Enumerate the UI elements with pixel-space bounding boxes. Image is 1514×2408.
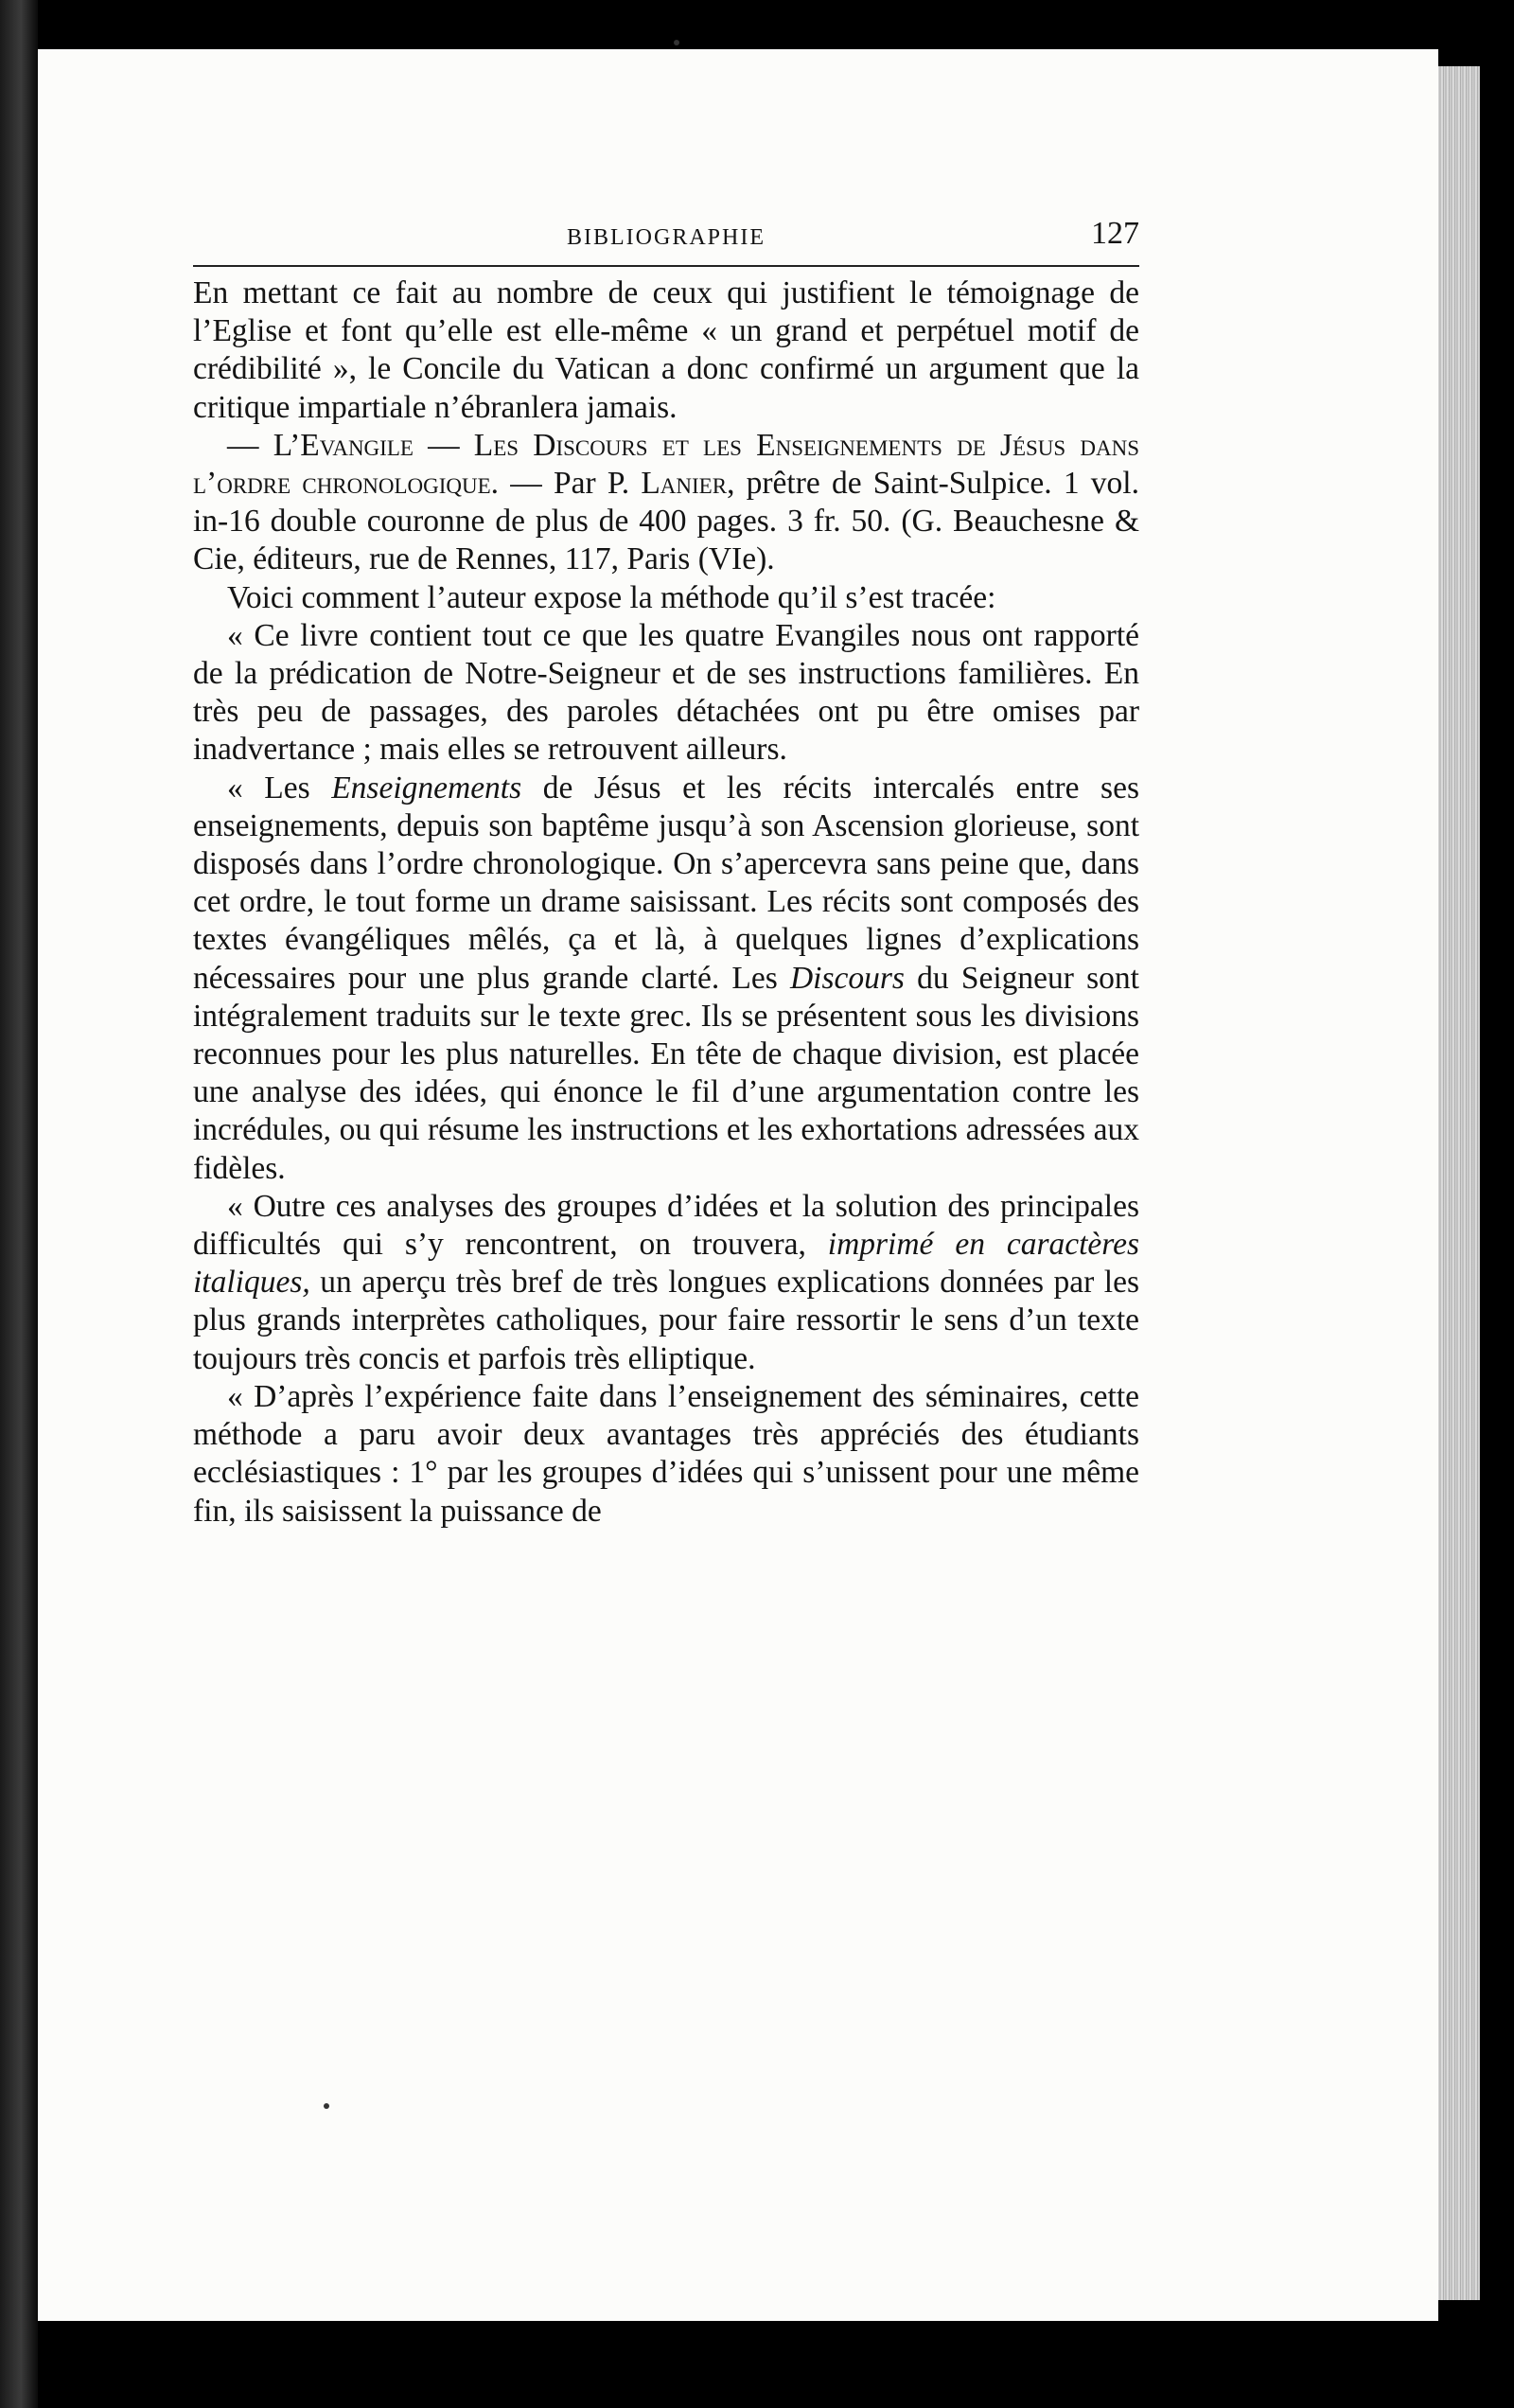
p5-italic-enseignements: Enseignements	[331, 770, 522, 806]
p5-part-a: « Les	[227, 770, 332, 806]
book-author: Lanier	[641, 466, 728, 502]
p6-part-a: « Outre ces analyses des groupes d’idées et la solution des principales difficultés qui s’y rencontrent, on trouvera,	[193, 1188, 1139, 1263]
book-gutter-edge	[0, 0, 38, 2408]
notice-details: , prêtre de Saint-Sulpice. 1 vol. in-16 double couronne de plus de 400 pages. 3 fr. 50. (G. Beauchesne & Cie, éditeurs, rue de Rennes, 117, Paris (VIe).	[193, 466, 1139, 577]
paragraph-6	[193, 1188, 1139, 1378]
running-head	[193, 216, 1139, 267]
page-number: 127	[1091, 216, 1139, 251]
scan-speck	[324, 2103, 329, 2109]
body-text	[193, 274, 1139, 1531]
scan-speck	[674, 40, 679, 45]
notice-dash: —	[227, 427, 273, 463]
p6-part-b: un aperçu très bref de très longues explications données par les plus grands interprètes catholiques, pour faire ressortir le sens d’un texte toujours très concis et parfois très elliptique.	[193, 1265, 1139, 1376]
p5-part-c: du Seigneur sont intégralement traduits sur le texte grec. Ils se présentent sous les divisions reconnues pour les plus naturelles. En tête de chaque division, est placée une analyse des idées, qui énonce le fil d’une argumentation contre les incrédules, ou qui résume les instructions et les exhortations adressées aux fidèles.	[193, 960, 1139, 1186]
notice-by: — Par P.	[499, 466, 642, 502]
paragraph-7: « D’après l’expérience faite dans l’enseignement des séminaires, cette méthode a paru avoir deux avantages très appréciés des étudiants ecclésiastiques : 1° par les groupes d’idées qui s’unissent pour une même fin, ils saisissent la puissance de	[193, 1378, 1139, 1529]
page-fore-edge	[1438, 66, 1480, 2300]
p6-italic: imprimé en caractères italiques,	[193, 1227, 1139, 1301]
paragraph-1: En mettant ce fait au nombre de ceux qui justifient le témoignage de l’Eglise et font qu’elle est elle-même « un grand et perpétuel motif de crédibilité », le Concile du Vatican a donc confirmé un argument que la critique impartiale n’ébranlera jamais.	[193, 275, 1139, 425]
paragraph-4: « Ce livre contient tout ce que les quatre Evangiles nous ont rapporté de la prédication de Notre-Seigneur et de ses instructions familières. En très peu de passages, des paroles détachées ont pu être omises par inadvertance ; mais elles se retrouvent ailleurs.	[193, 617, 1139, 768]
text-column	[193, 216, 1139, 1531]
paragraph-book-notice	[193, 427, 1139, 579]
paragraph-5	[193, 770, 1139, 1188]
book-title: L’Evangile — Les Discours et les Enseignements de Jésus dans l’ordre chronologique.	[193, 427, 1139, 502]
paragraph-3: Voici comment l’auteur expose la méthode qu’il s’est tracée:	[227, 579, 996, 615]
p5-part-b: de Jésus et les récits intercalés entre ses enseignements, depuis son baptême jusqu’à son Ascension glorieuse, sont disposés dans l’ordre chronologique. On s’apercevra sans peine que, dans cet ordre, le tout forme un drame saisissant. Les récits sont composés des textes évangéliques mêlés, ça et là, à quelques lignes d’explications nécessaires pour une plus grande clarté. Les	[193, 770, 1139, 996]
p5-italic-discours: Discours	[789, 960, 905, 996]
running-title: BIBLIOGRAPHIE	[567, 225, 766, 250]
